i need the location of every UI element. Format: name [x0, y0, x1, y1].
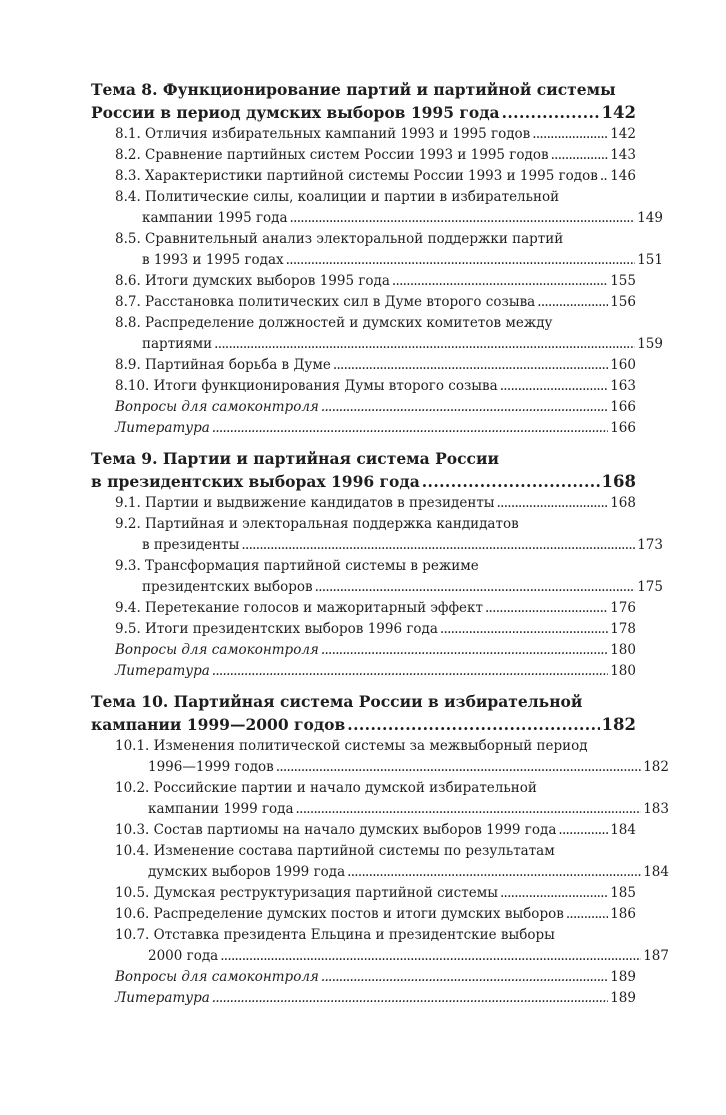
- entry-title: кампании 1995 года: [142, 210, 288, 226]
- topic-title-row: [91, 713, 636, 736]
- entry-title-line1: 9.3. Трансформация партийной системы в режиме: [115, 558, 479, 574]
- entry-row: [115, 250, 663, 271]
- entry-page-number: 189: [610, 990, 636, 1006]
- dot-leader: [290, 208, 636, 229]
- entry-row: [115, 862, 669, 883]
- topic-title-line2: в президентских выборах 1996 года: [91, 472, 420, 491]
- entry-page-number: 184: [643, 864, 669, 880]
- dot-leader: [502, 101, 600, 124]
- dot-leader: [321, 397, 608, 418]
- toc-entry: [91, 493, 636, 514]
- toc-aux-entry: [91, 640, 636, 661]
- entry-title: 9.1. Партии и выдвижение кандидатов в президенты: [115, 495, 495, 511]
- entry-title: 8.7. Расстановка политических сил в Думе второго созыва: [115, 294, 536, 310]
- entry-row: [115, 640, 636, 661]
- entry-row: [115, 967, 636, 988]
- entry-row: [115, 904, 636, 925]
- entry-title-line1: 9.2. Партийная и электоральная поддержка кандидатов: [115, 516, 519, 532]
- dot-leader: [333, 355, 608, 376]
- entry-row: [115, 208, 663, 229]
- entry-title: кампании 1999 года: [148, 801, 294, 817]
- toc-topic: [91, 78, 663, 439]
- entry-page-number: 143: [610, 147, 636, 163]
- toc-entry: [91, 883, 636, 904]
- dot-leader: [440, 619, 608, 640]
- entry-row: [115, 493, 636, 514]
- dot-leader: [537, 292, 608, 313]
- dot-leader: [497, 493, 609, 514]
- toc-entry: [91, 145, 636, 166]
- toc-entry: [91, 736, 669, 778]
- entry-row: [115, 946, 669, 967]
- dot-leader: [532, 124, 608, 145]
- entry-title: Вопросы для самоконтроля: [115, 642, 319, 658]
- entry-title: 8.10. Итоги функционирования Думы второго созыва: [115, 378, 498, 394]
- entry-title: Литература: [115, 420, 210, 436]
- topic-page-number: 168: [601, 472, 636, 491]
- topic-page-number: 182: [601, 715, 636, 734]
- entry-title-line1: 10.7. Отставка президента Ельцина и президентские выборы: [115, 927, 555, 943]
- entry-page-number: 189: [610, 969, 636, 985]
- entry-row: [115, 535, 663, 556]
- entry-title: Литература: [115, 663, 210, 679]
- entry-title: Литература: [115, 990, 210, 1006]
- entry-title: 2000 года: [148, 948, 219, 964]
- dot-leader: [321, 967, 608, 988]
- toc-entry: [91, 313, 663, 355]
- dot-leader: [212, 988, 608, 1009]
- entry-page-number: 159: [637, 336, 663, 352]
- entry-title: партиями: [142, 336, 213, 352]
- dot-leader: [276, 757, 641, 778]
- toc-entry: [91, 514, 663, 556]
- dot-leader: [566, 904, 608, 925]
- entry-row: [115, 598, 636, 619]
- entry-page-number: 166: [610, 420, 636, 436]
- dot-leader: [500, 376, 609, 397]
- entry-row: [115, 418, 636, 439]
- topic-title-line1: Тема 9. Партии и партийная система России: [91, 449, 499, 468]
- entry-title: 1996—1999 годов: [148, 759, 274, 775]
- entry-page-number: 151: [637, 252, 663, 268]
- entry-page-number: 182: [643, 759, 669, 775]
- entry-row: [115, 577, 663, 598]
- topic-title-line1: Тема 8. Функционирование партий и партийной системы: [91, 80, 616, 99]
- dot-leader: [296, 799, 642, 820]
- entry-page-number: 149: [637, 210, 663, 226]
- toc-entry: [91, 904, 636, 925]
- dot-leader: [500, 883, 608, 904]
- dot-leader: [321, 640, 608, 661]
- topic-heading: [91, 447, 636, 493]
- dot-leader: [347, 713, 599, 736]
- entry-title: 8.9. Партийная борьба в Думе: [115, 357, 331, 373]
- toc-entry: [91, 778, 669, 820]
- entry-row: [115, 820, 636, 841]
- entry-page-number: 185: [610, 885, 636, 901]
- entry-title-line1: 10.4. Изменение состава партийной системы по результатам: [115, 843, 555, 859]
- entry-title: 10.3. Состав партиомы на начало думских выборов 1999 года: [115, 822, 557, 838]
- toc-entry: [91, 124, 636, 145]
- toc-aux-entry: [91, 967, 636, 988]
- entry-page-number: 175: [637, 579, 663, 595]
- entry-row: [115, 271, 636, 292]
- entry-page-number: 176: [610, 600, 636, 616]
- dot-leader: [422, 470, 600, 493]
- toc-entry: [91, 841, 669, 883]
- entry-page-number: 180: [610, 642, 636, 658]
- toc-topic: [91, 690, 669, 1009]
- dot-leader: [485, 598, 608, 619]
- dot-leader: [347, 862, 641, 883]
- toc-entry: [91, 187, 663, 229]
- toc-entry: [91, 292, 636, 313]
- toc-entry: [91, 820, 636, 841]
- entry-page-number: 180: [610, 663, 636, 679]
- topic-title-row: [91, 101, 636, 124]
- entry-page-number: 156: [610, 294, 636, 310]
- entry-title: 10.5. Думская реструктуризация партийной системы: [115, 885, 498, 901]
- entry-row: [115, 661, 636, 682]
- entry-title: Вопросы для самоконтроля: [115, 969, 319, 985]
- dot-leader: [220, 946, 641, 967]
- toc-entry: [91, 925, 669, 967]
- toc-topic: [91, 447, 663, 682]
- toc-entry: [91, 355, 636, 376]
- dot-leader: [392, 271, 608, 292]
- entry-row: [115, 124, 636, 145]
- dot-leader: [241, 535, 635, 556]
- entry-title: 8.6. Итоги думских выборов 1995 года: [115, 273, 390, 289]
- entry-title: 10.6. Распределение думских постов и итоги думских выборов: [115, 906, 564, 922]
- entry-title: в президенты: [142, 537, 240, 553]
- entry-row: [115, 334, 663, 355]
- entry-row: [115, 376, 636, 397]
- entry-title-line1: 8.4. Политические силы, коалиции и партии в избирательной: [115, 189, 560, 205]
- entry-title: 8.2. Сравнение партийных систем России 1993 и 1995 годов: [115, 147, 549, 163]
- entry-title: 9.5. Итоги президентских выборов 1996 года: [115, 621, 438, 637]
- entry-title: президентских выборов: [142, 579, 313, 595]
- entry-title: в 1993 и 1995 годах: [142, 252, 284, 268]
- entry-page-number: 163: [610, 378, 636, 394]
- entry-page-number: 173: [637, 537, 663, 553]
- entry-page-number: 186: [610, 906, 636, 922]
- dot-leader: [286, 250, 636, 271]
- entry-row: [115, 619, 636, 640]
- topic-heading: [91, 690, 636, 736]
- entry-row: [115, 397, 636, 418]
- entry-title-line1: 10.1. Изменения политической системы за межвыборный период: [115, 738, 588, 754]
- entry-page-number: 183: [643, 801, 669, 817]
- dot-leader: [558, 820, 608, 841]
- topic-title-line2: России в период думских выборов 1995 года: [91, 103, 500, 122]
- topic-heading: [91, 78, 636, 124]
- entry-row: [115, 883, 636, 904]
- topic-title-line1: Тема 10. Партийная система России в избирательной: [91, 692, 583, 711]
- entry-row: [115, 355, 636, 376]
- entry-row: [115, 292, 636, 313]
- toc-entry: [91, 556, 663, 598]
- dot-leader: [212, 661, 608, 682]
- entry-page-number: 155: [610, 273, 636, 289]
- entry-title-line1: 8.8. Распределение должностей и думских комитетов между: [115, 315, 553, 331]
- entry-page-number: 160: [610, 357, 636, 373]
- entry-title-line1: 10.2. Российские партии и начало думской избирательной: [115, 780, 537, 796]
- entry-row: [115, 166, 636, 187]
- entry-page-number: 184: [610, 822, 636, 838]
- table-of-contents: [91, 78, 669, 1017]
- toc-entry: [91, 598, 636, 619]
- entry-title: 8.3. Характеристики партийной системы России 1993 и 1995 годов: [115, 168, 598, 184]
- entry-title: Вопросы для самоконтроля: [115, 399, 319, 415]
- entry-page-number: 166: [610, 399, 636, 415]
- toc-entry: [91, 376, 636, 397]
- entry-page-number: 178: [610, 621, 636, 637]
- entry-title: 9.4. Перетекание голосов и мажоритарный эффект: [115, 600, 483, 616]
- dot-leader: [214, 334, 635, 355]
- entry-row: [115, 145, 636, 166]
- topic-page-number: 142: [601, 103, 636, 122]
- entry-page-number: 168: [610, 495, 636, 511]
- dot-leader: [212, 418, 608, 439]
- dot-leader: [551, 145, 609, 166]
- entry-row: [115, 799, 669, 820]
- dot-leader: [600, 166, 608, 187]
- toc-aux-entry: [91, 661, 636, 682]
- topic-title-row: [91, 470, 636, 493]
- entry-page-number: 187: [643, 948, 669, 964]
- topic-title-line2: кампании 1999—2000 годов: [91, 715, 346, 734]
- dot-leader: [315, 577, 636, 598]
- toc-entry: [91, 166, 636, 187]
- toc-entry: [91, 229, 663, 271]
- entry-row: [115, 988, 636, 1009]
- entry-title: 8.1. Отличия избирательных кампаний 1993 и 1995 годов: [115, 126, 531, 142]
- toc-aux-entry: [91, 397, 636, 418]
- toc-aux-entry: [91, 418, 636, 439]
- entry-row: [115, 757, 669, 778]
- toc-aux-entry: [91, 988, 636, 1009]
- entry-title: думских выборов 1999 года: [148, 864, 346, 880]
- entry-page-number: 142: [610, 126, 636, 142]
- entry-title-line1: 8.5. Сравнительный анализ электоральной поддержки партий: [115, 231, 564, 247]
- entry-page-number: 146: [610, 168, 636, 184]
- toc-entry: [91, 271, 636, 292]
- toc-entry: [91, 619, 636, 640]
